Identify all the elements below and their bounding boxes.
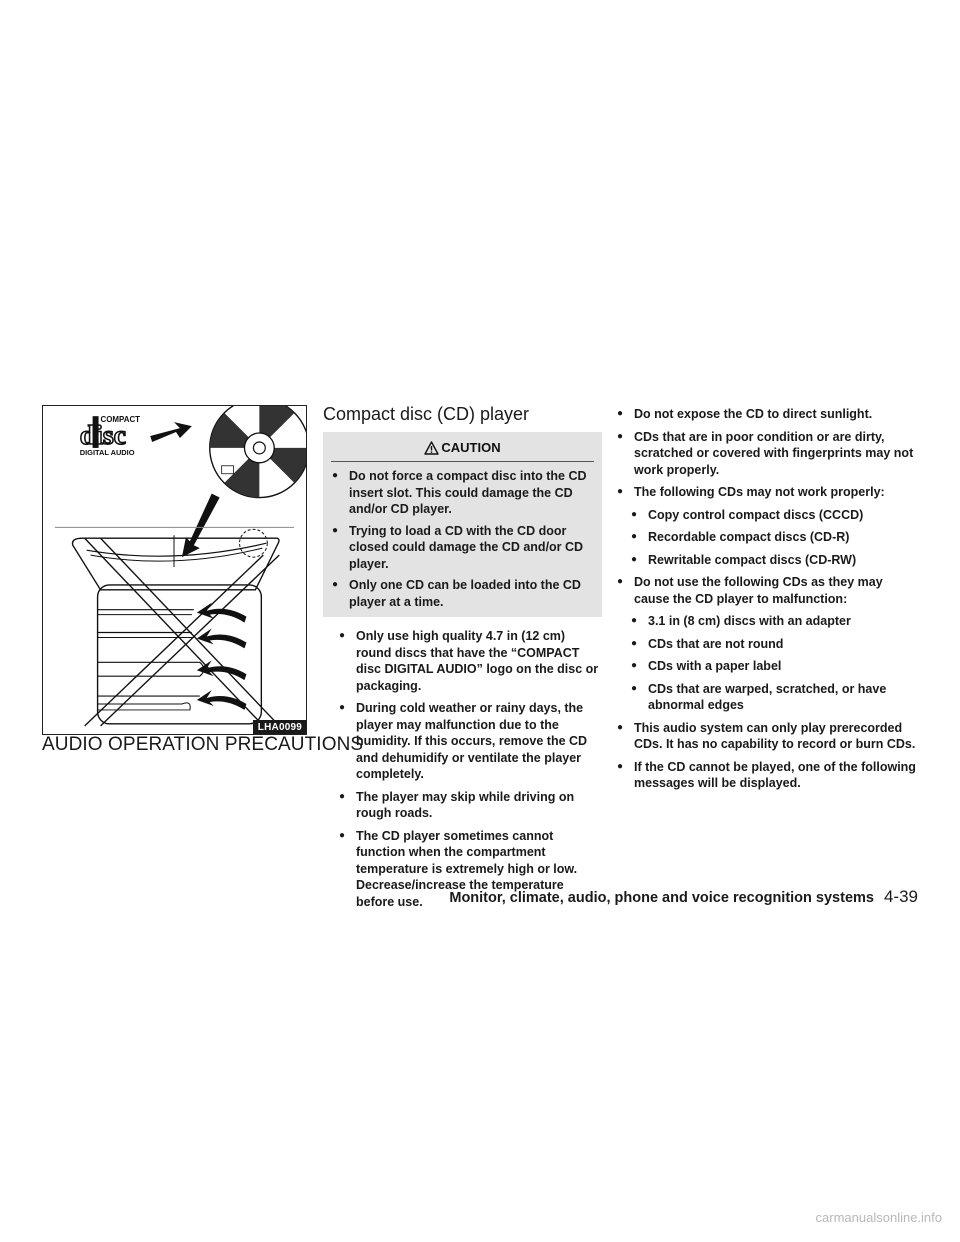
cd-slot-housing xyxy=(72,529,279,726)
caution-heading xyxy=(323,440,602,455)
list-item: ● Do not force a compact disc into the CD insert slot. This could damage the CD and/or CD player. xyxy=(332,468,598,518)
watermark: carmanualsonline.info xyxy=(815,1210,942,1225)
caution-box xyxy=(323,432,602,617)
insert-arrow xyxy=(182,494,220,558)
list-item: ● The player may skip while driving on rough roads. xyxy=(339,789,601,822)
list-item: ● Do not expose the CD to direct sunlight. xyxy=(617,406,917,423)
list-item: ● During cold weather or rainy days, the player may malfunction due to the humidity. If this occurs, remove the CD and dehumidify or ventilate the player completely. xyxy=(339,700,601,783)
list-item: ● The following CDs may not work properly: xyxy=(617,484,917,501)
footer-chapter: Monitor, climate, audio, phone and voice recognition systems xyxy=(449,890,874,906)
caution-heading-text: CAUTION xyxy=(441,440,501,455)
list-item: ● Do not use the following CDs as they may cause the CD player to malfunction: xyxy=(617,574,917,607)
column-3-list xyxy=(617,406,917,792)
logo-disc-text: disc xyxy=(79,419,127,451)
figure-code: LHA0099 xyxy=(253,720,306,734)
page-number: 4-39 xyxy=(883,887,918,906)
list-item: ● Copy control compact discs (CCCD) xyxy=(631,507,917,524)
subsection-title: Compact disc (CD) player xyxy=(323,404,530,424)
list-item: ● CDs with a paper label xyxy=(631,658,917,675)
list-item: ● If the CD cannot be played, one of the following messages will be displayed. xyxy=(617,759,917,792)
list-item: ● Recordable compact discs (CD-R) xyxy=(631,529,917,546)
logo-arrow xyxy=(150,422,192,442)
list-item: ● Only one CD can be loaded into the CD player at a time. xyxy=(332,577,598,610)
cd-slot-illustration xyxy=(42,405,307,735)
column-2-list xyxy=(339,628,601,910)
list-item: ● CDs that are not round xyxy=(631,636,917,653)
cd-insertion-diagram xyxy=(43,406,306,734)
list-item: ● Rewritable compact discs (CD-RW) xyxy=(631,552,917,569)
logo-compact-text: COMPACT xyxy=(100,415,141,425)
section-title: AUDIO OPERATION PRECAUTIONS xyxy=(42,734,364,755)
list-item: ● CDs that are in poor condition or are dirty, scratched or covered with fingerprints may not work properly. xyxy=(617,429,917,479)
cd-disc xyxy=(210,406,306,498)
list-item: ● The CD player sometimes cannot function when the compartment temperature is extremely high or low. Decrease/increase the temperature before use. xyxy=(339,828,601,911)
caution-list xyxy=(332,468,598,610)
logo-digital-audio-text: DIGITAL AUDIO xyxy=(79,447,135,457)
list-item: ● Only use high quality 4.7 in (12 cm) round discs that have the “COMPACT disc DIGITAL AUDIO” logo on the disc or packaging. xyxy=(339,628,601,694)
warning-icon xyxy=(424,441,439,455)
list-item: ● 3.1 in (8 cm) discs with an adapter xyxy=(631,613,917,630)
list-item: ● CDs that are warped, scratched, or have abnormal edges xyxy=(631,681,917,714)
list-item: ● Trying to load a CD with the CD door closed could damage the CD and/or CD player. xyxy=(332,523,598,573)
list-item: ● This audio system can only play prerecorded CDs. It has no capability to record or burn CDs. xyxy=(617,720,917,753)
page-footer xyxy=(449,887,918,907)
caution-rule xyxy=(331,461,594,462)
